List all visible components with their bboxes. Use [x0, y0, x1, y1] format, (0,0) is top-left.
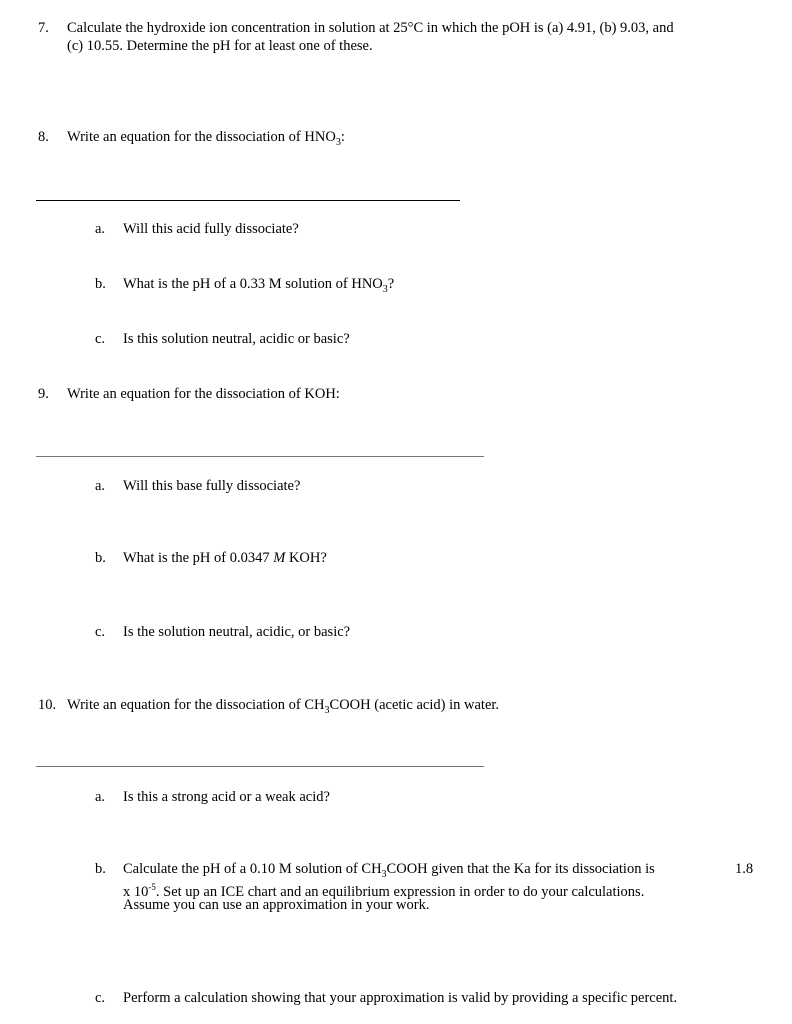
sub-text: What is the pH of a 0.33 M solution of $HNO_3$?	[123, 276, 395, 295]
sub-label: a.	[95, 478, 106, 494]
sub-text: What is the pH of 0.0347 M KOH?	[123, 550, 327, 566]
question-10a	[95, 788, 695, 808]
question-8b	[95, 275, 695, 295]
answer-line	[36, 766, 484, 767]
question-text-line-1: Calculate the hydroxide ion concentration in solution at 25°C in which the pOH is (a) 4.91, (b) 9.03, and	[67, 20, 674, 36]
sub-label: a.	[95, 789, 106, 805]
question-8a	[95, 220, 695, 240]
sub-text: Will this base fully dissociate?	[123, 478, 301, 494]
sub-label: a.	[95, 221, 106, 237]
sub-text-line-1: Calculate the pH of a 0.10 M solution of $CH_3COOH$ given that the Ka for its dissociation is	[123, 861, 655, 880]
sub-text: Is this a strong acid or a weak acid?	[123, 789, 330, 805]
sub-label: b.	[95, 861, 106, 877]
answer-line	[36, 200, 460, 201]
ka-value: 1.8	[735, 861, 754, 877]
question-9b	[95, 549, 695, 569]
question-9c	[95, 623, 695, 643]
question-number: 8.	[38, 129, 49, 145]
question-7	[38, 19, 778, 59]
question-10c	[95, 989, 775, 1009]
sub-text: Perform a calculation showing that your approximation is valid by providing a specific percent.	[123, 990, 678, 1006]
sub-label: c.	[95, 624, 106, 640]
question-9	[38, 385, 738, 405]
question-number: 10.	[38, 697, 57, 713]
sub-text: Is the solution neutral, acidic, or basic?	[123, 624, 351, 640]
question-10	[38, 696, 738, 716]
question-text: Write an equation for the dissociation of $CH_3COOH$ (acetic acid) in water.	[67, 697, 500, 716]
question-10b	[95, 860, 735, 916]
question-8	[38, 128, 738, 148]
question-text: Write an equation for the dissociation of KOH:	[67, 386, 340, 402]
question-number: 7.	[38, 20, 49, 36]
question-text: Write an equation for the dissociation of $HNO_3$:	[67, 129, 345, 148]
sub-text-line-2: x $10^{-5}$. Set up an ICE chart and an equilibrium expression in order to do your calculations.	[123, 882, 645, 900]
question-8c	[95, 330, 695, 350]
question-number: 9.	[38, 386, 49, 402]
question-text-line-2: (c) 10.55. Determine the pH for at least one of these.	[67, 38, 373, 54]
sub-text: Will this acid fully dissociate?	[123, 221, 299, 237]
answer-line	[36, 456, 484, 457]
sub-text: Is this solution neutral, acidic or basic?	[123, 331, 350, 347]
sub-label: b.	[95, 276, 106, 292]
question-9a	[95, 477, 695, 497]
sub-label: b.	[95, 550, 106, 566]
sub-label: c.	[95, 331, 106, 347]
sub-text-line-3: Assume you can use an approximation in your work.	[123, 897, 430, 913]
sub-label: c.	[95, 990, 106, 1006]
